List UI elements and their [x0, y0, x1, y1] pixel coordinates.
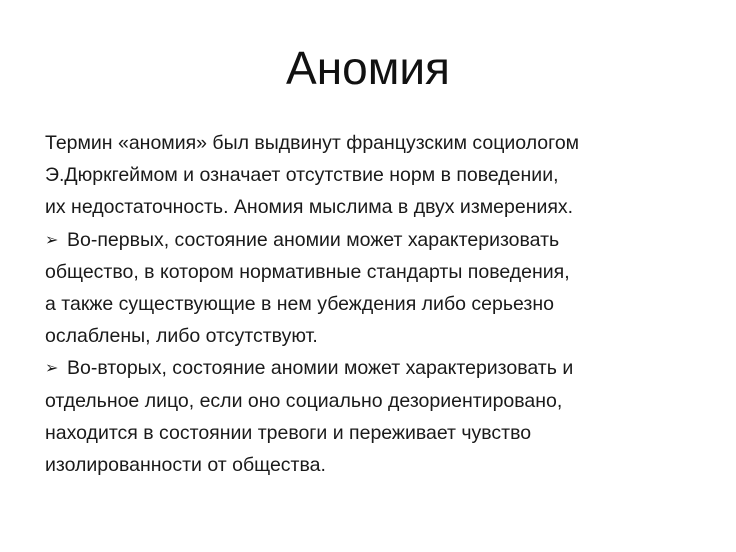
text-line: Э.Дюркгеймом и означает отсутствие норм в поведении, [45, 164, 559, 187]
text-line: изолированности от общества. [45, 453, 326, 476]
slide-body [45, 127, 725, 481]
bullet-line [45, 224, 725, 256]
arrow-bullet-icon: ➢ [45, 231, 59, 249]
text-line: а также существующие в нем убеждения либо серьезно [45, 292, 554, 315]
text-line: их недостаточность. Аномия мыслима в двух измерениях. [45, 196, 574, 219]
bullet-text: Во-вторых, состояние аномии может характеризовать и [67, 357, 574, 380]
text-line: общество, в котором нормативные стандарты поведения, [45, 260, 570, 283]
text-line: ослаблены, либо отсутствуют. [45, 325, 318, 348]
text-line: отдельное лицо, если оно социально дезориентировано, [45, 389, 563, 412]
text-line: Термин «аномия» был выдвинут французским социологом [45, 132, 580, 154]
slide-title: Аномия [286, 42, 450, 94]
bullet-text: Во-первых, состояние аномии может характеризовать [67, 228, 560, 251]
text-line: находится в состоянии тревоги и переживает чувство [45, 421, 532, 444]
arrow-bullet-icon: ➢ [45, 360, 59, 378]
bullet-line [45, 352, 725, 384]
